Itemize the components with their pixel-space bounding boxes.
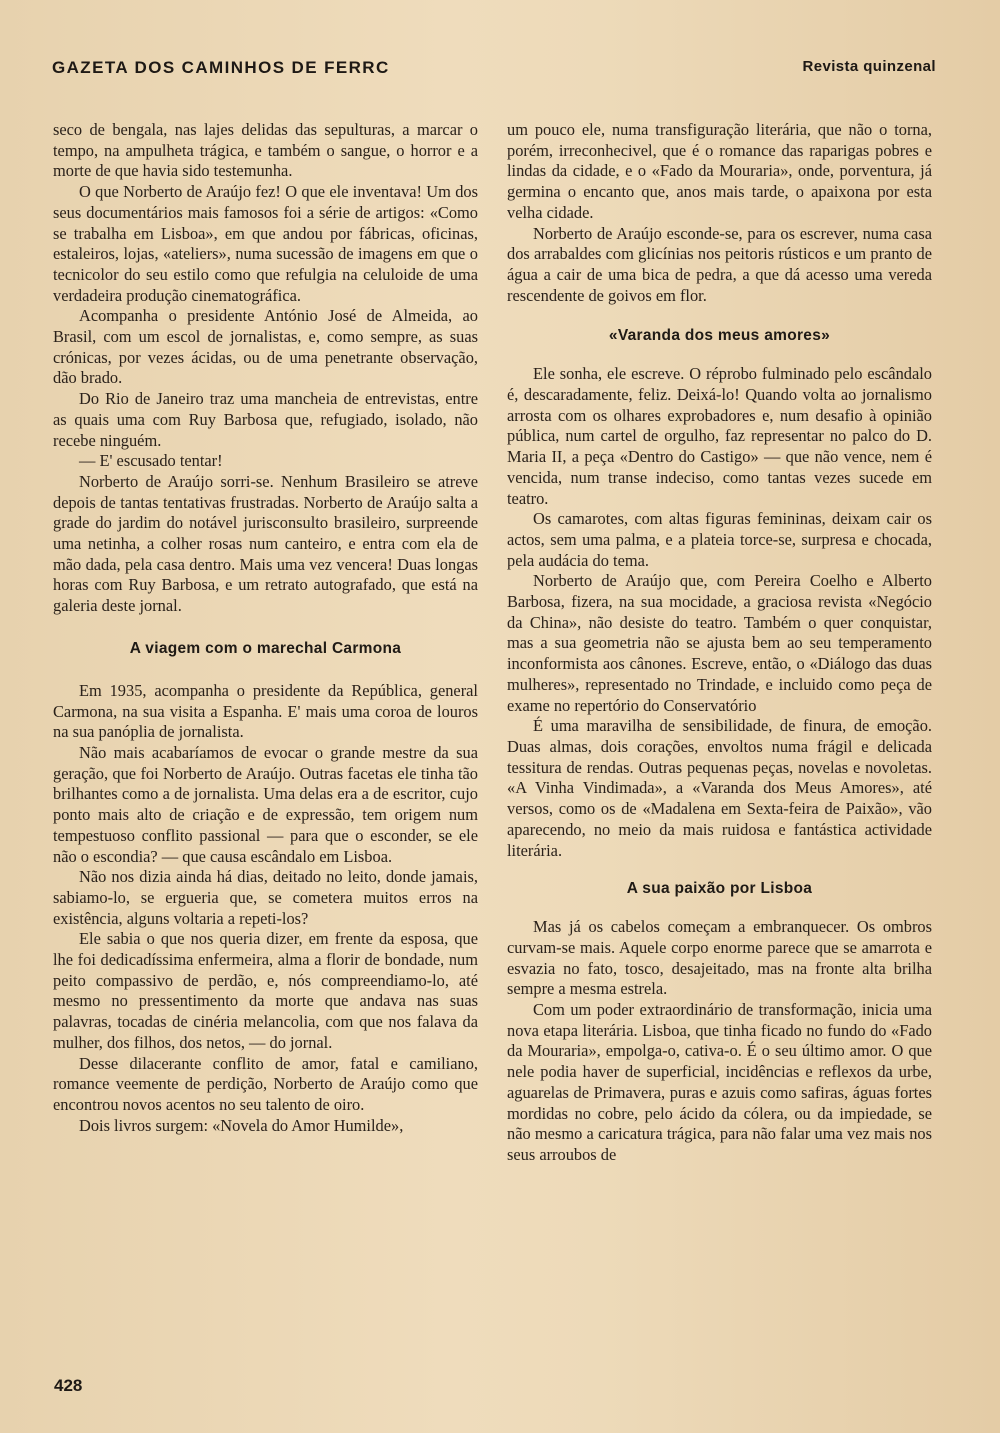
paragraph: Do Rio de Janeiro traz uma mancheia de entrevistas, entre as quais uma com Ruy Barbosa que, refugiado, isolado, não recebe ninguém.	[53, 389, 478, 450]
running-header	[52, 58, 936, 80]
paragraph: Em 1935, acompanha o presidente da República, general Carmona, na sua visita a Espanha. E' mais uma coroa de louros na sua panóplia de jornalista.	[53, 680, 478, 742]
paragraph: Com um poder extraordinário de transformação, inicia uma nova etapa literária. Lisboa, que tinha ficado no fundo do «Fado da Mouraria», empolga-o, cativa-o. É o seu último amor. O que nele podia haver de superficial, incidências e reflexos da urbe, aguarelas de Primavera, puras e azuis como safiras, águas fortes mordidas no cobre, pelo ácido da cólera, ou da impiedade, se não mesmo a caricatura trágica, para não falar uma vez mais nos seus arroubos de	[507, 1000, 932, 1164]
paragraph: seco de bengala, nas lajes delidas das sepulturas, a marcar o tempo, na ampulheta trágica, e também o sangue, o horror e a morte de que havia sido testemunha.	[53, 120, 478, 181]
paragraph: Ele sonha, ele escreve. O réprobo fulminado pelo escândalo é, descaradamente, feliz. Deixá-lo! Quando volta ao jornalismo arrosta com os olhares exprobadores e, num desafio à opinião pública, num cartel de orgulho, faz representar no palco do D. Maria II, a peça «Dentro do Castigo» — que não vence, nem é vencida, num transe indeciso, como tantas vezes sucede em teatro.	[507, 364, 932, 508]
paragraph: Os camarotes, com altas figuras femininas, deixam cair os actos, sem uma palma, e a plateia torce-se, surpresa e chocada, pela audácia do tema.	[507, 509, 932, 570]
journal-title: GAZETA DOS CAMINHOS DE FERRC	[52, 58, 390, 77]
paragraph: um pouco ele, numa transfiguração literária, que não o torna, porém, irreconhecivel, que é o romance das raparigas pobres e lindas da cidade, e o «Fado da Mouraria», onde, porventura, já germina o encanto que, anos mais tarde, o apaixona por esta velha cidade.	[507, 120, 932, 222]
paragraph: Acompanha o presidente António José de Almeida, ao Brasil, com um escol de jornalistas, e, como sempre, as suas crónicas, por vezes ácidas, ou de uma penetrante observação, dão brado.	[53, 306, 478, 388]
paragraph: Norberto de Araújo sorri-se. Nenhum Brasileiro se atreve depois de tantas tentativas frustradas. Norberto de Araújo salta a grade do jardim do notável jurisconsulto brasileiro, surpreende uma netinha, a colher rosas num canteiro, e entra com ela de mão dada, pela casa dentro. Mais uma vez vencera! Duas longas horas com Ruy Barbosa, e um retrato autografado, que está na galeria deste jornal.	[53, 471, 478, 616]
paragraph: Não mais acabaríamos de evocar o grande mestre da sua geração, que foi Norberto de Araújo. Outras facetas ele tinha tão brilhantes como a de jornalista. Uma delas era a de escritor, cujo ponto mais alto de criação e de expressão, tem origem num tempestuoso conflito passional — para que o esconder, se ele não o escondia? — que causa escândalo em Lisboa.	[53, 742, 478, 866]
paragraph: Norberto de Araújo que, com Pereira Coelho e Alberto Barbosa, fizera, na sua mocidade, a graciosa revista «Negócio da China», não desiste do teatro. Também o quer conquistar, mas a sua geometria não se ajusta bem ao seu temperamento inconformista aos cânones. Escreve, então, o «Diálogo das duas mulheres», representado no Trindade, e incluido como peça de exame no repertório do Conservatório	[507, 571, 932, 715]
section-heading: A sua paixão por Lisboa	[626, 880, 813, 898]
paragraph: — E' escusado tentar!	[79, 451, 223, 471]
paragraph: O que Norberto de Araújo fez! O que ele inventava! Um dos seus documentários mais famosos foi a série de artigos: «Como se trabalha em Lisboa», em que andou por fábricas, oficinas, estaleiros, lojas, «ateliers», numa sucessão de imagens em que o tecnicolor do seu estilo como que refulgia na celuloide de uma verdadeira produção cinematográfica.	[53, 182, 478, 305]
journal-subtitle: Revista quinzenal	[802, 58, 936, 75]
section-heading: A viagem com o marechal Carmona	[129, 639, 402, 657]
right-column	[507, 120, 932, 1166]
page-number: 428	[54, 1376, 83, 1395]
paragraph: Mas já os cabelos começam a embranquecer. Os ombros curvam-se mais. Aquele corpo enorme parece que se amarrota e esvazia no fato, tosco, desajeitado, mas na fronte alta brilha sempre a mesma estrela.	[507, 917, 932, 999]
paragraph: Ele sabia o que nos queria dizer, em frente da esposa, que lhe foi dedicadíssima enfermeira, alma a florir de bondade, num peito compassivo de perdão, e, nós compreendiamo-lo, até mesmo no pressentimento da morte que andava nas suas palavras, tocadas de cinéria melancolia, com que nos falava da mulher, dos filhos, dos netos, — do jornal.	[53, 929, 478, 1052]
section-heading: «Varanda dos meus amores»	[608, 327, 831, 345]
paragraph: Dois livros surgem: «Novela do Amor Humilde»,	[79, 1115, 404, 1135]
paragraph: Desse dilacerante conflito de amor, fatal e camiliano, romance veemente de perdição, Norberto de Araújo como que encontrou novos acentos no seu talento de oiro.	[53, 1053, 478, 1114]
paragraph: Não nos dizia ainda há dias, deitado no leito, donde jamais, sabiamo-lo, se ergueria que, se cometera muitos erros na existência, alguns voltaria a repeti-los?	[53, 867, 478, 928]
paragraph: É uma maravilha de sensibilidade, de finura, de emoção. Duas almas, dois corações, envoltos numa frágil e delicada tessitura de rendas. Outras pequenas peças, novelas e novoletas. «A Vinha Vindimada», a «Varanda dos Meus Amores», até versos, como os de «Madalena em Sexta-feira de Paixão», vão aparecendo, no meio da mais ruidosa e fantástica actividade literária.	[507, 716, 932, 860]
paragraph: Norberto de Araújo esconde-se, para os escrever, numa casa dos arrabaldes com glicínias nos peitoris rústicos e um pranto de água a cair de uma bica de pedra, a que dá acesso uma vereda rescendente de goivos em flor.	[507, 223, 932, 305]
left-column	[53, 120, 478, 1136]
